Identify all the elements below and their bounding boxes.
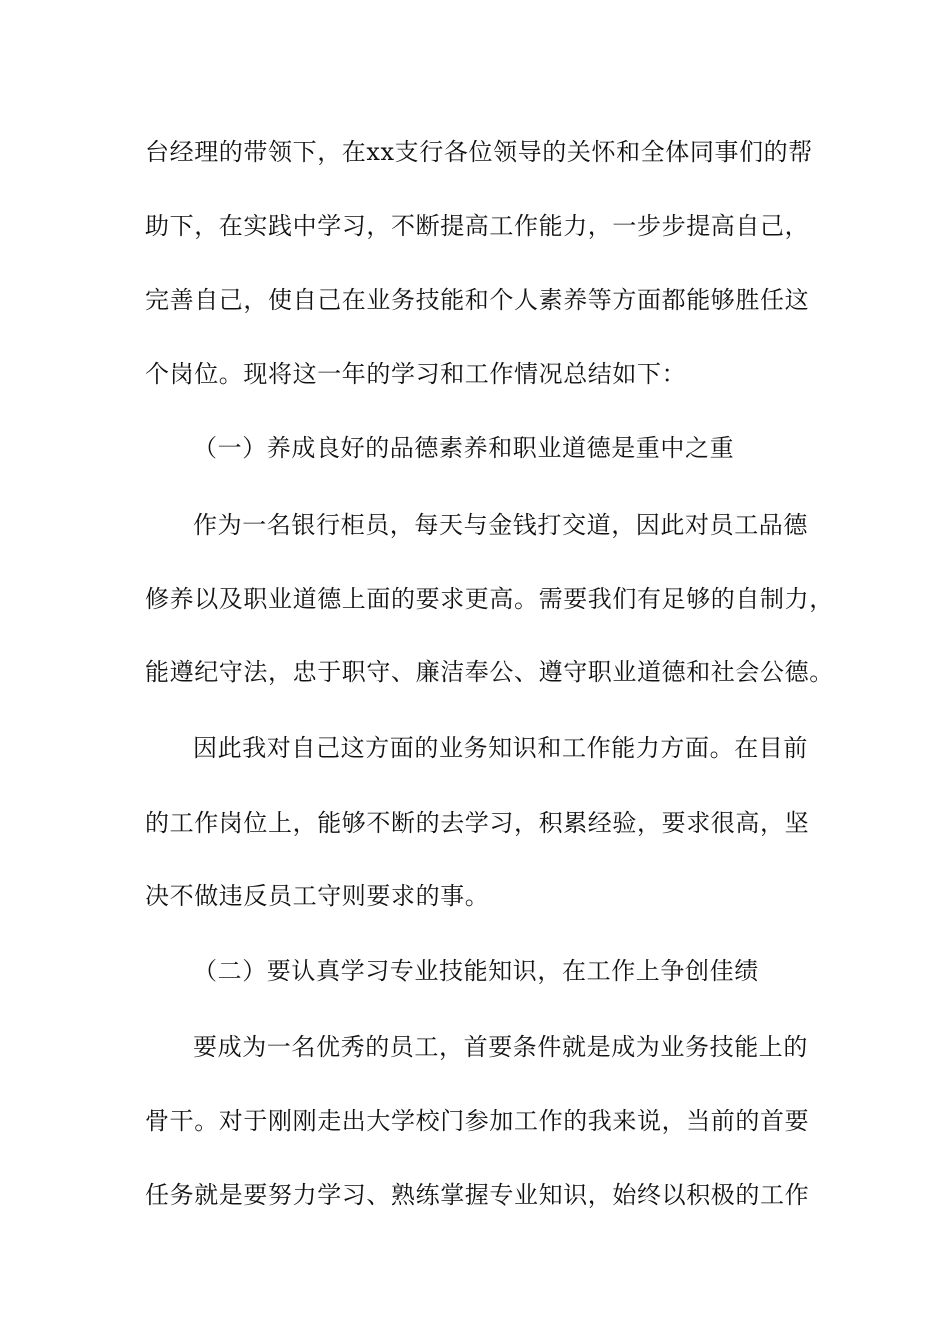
paragraph-line: 完善自己，使自己在业务技能和个人素养等方面都能够胜任这 <box>145 286 810 314</box>
paragraph-line: 个岗位。现将这一年的学习和工作情况总结如下： <box>145 360 687 388</box>
paragraph-line: 作为一名银行柜员，每天与金钱打交道，因此对员工品德 <box>193 511 808 539</box>
paragraph-line: 的工作岗位上，能够不断的去学习，积累经验，要求很高，坚 <box>145 809 810 837</box>
section-heading-1: （一）养成良好的品德素养和职业道德是重中之重 <box>193 434 735 462</box>
paragraph-line: 台经理的带领下，在xx支行各位领导的关怀和全体同事们的帮 <box>145 138 813 166</box>
paragraph-line: 助下，在实践中学习，不断提高工作能力，一步步提高自己， <box>145 212 810 240</box>
paragraph-line: 要成为一名优秀的员工，首要条件就是成为业务技能上的 <box>193 1033 808 1061</box>
paragraph-line: 修养以及职业道德上面的要求更高。需要我们有足够的自制力， <box>145 585 834 613</box>
paragraph-line: 任务就是要努力学习、熟练掌握专业知识，始终以积极的工作 <box>145 1181 810 1209</box>
section-heading-2: （二）要认真学习专业技能知识，在工作上争创佳绩 <box>193 957 759 985</box>
paragraph-line: 能遵纪守法，忠于职守、廉洁奉公、遵守职业道德和社会公德。 <box>145 658 834 686</box>
paragraph-line: 决不做违反员工守则要求的事。 <box>145 882 490 910</box>
paragraph-line: 因此我对自己这方面的业务知识和工作能力方面。在目前 <box>193 734 808 762</box>
paragraph-line: 骨干。对于刚刚走出大学校门参加工作的我来说，当前的首要 <box>145 1107 810 1135</box>
